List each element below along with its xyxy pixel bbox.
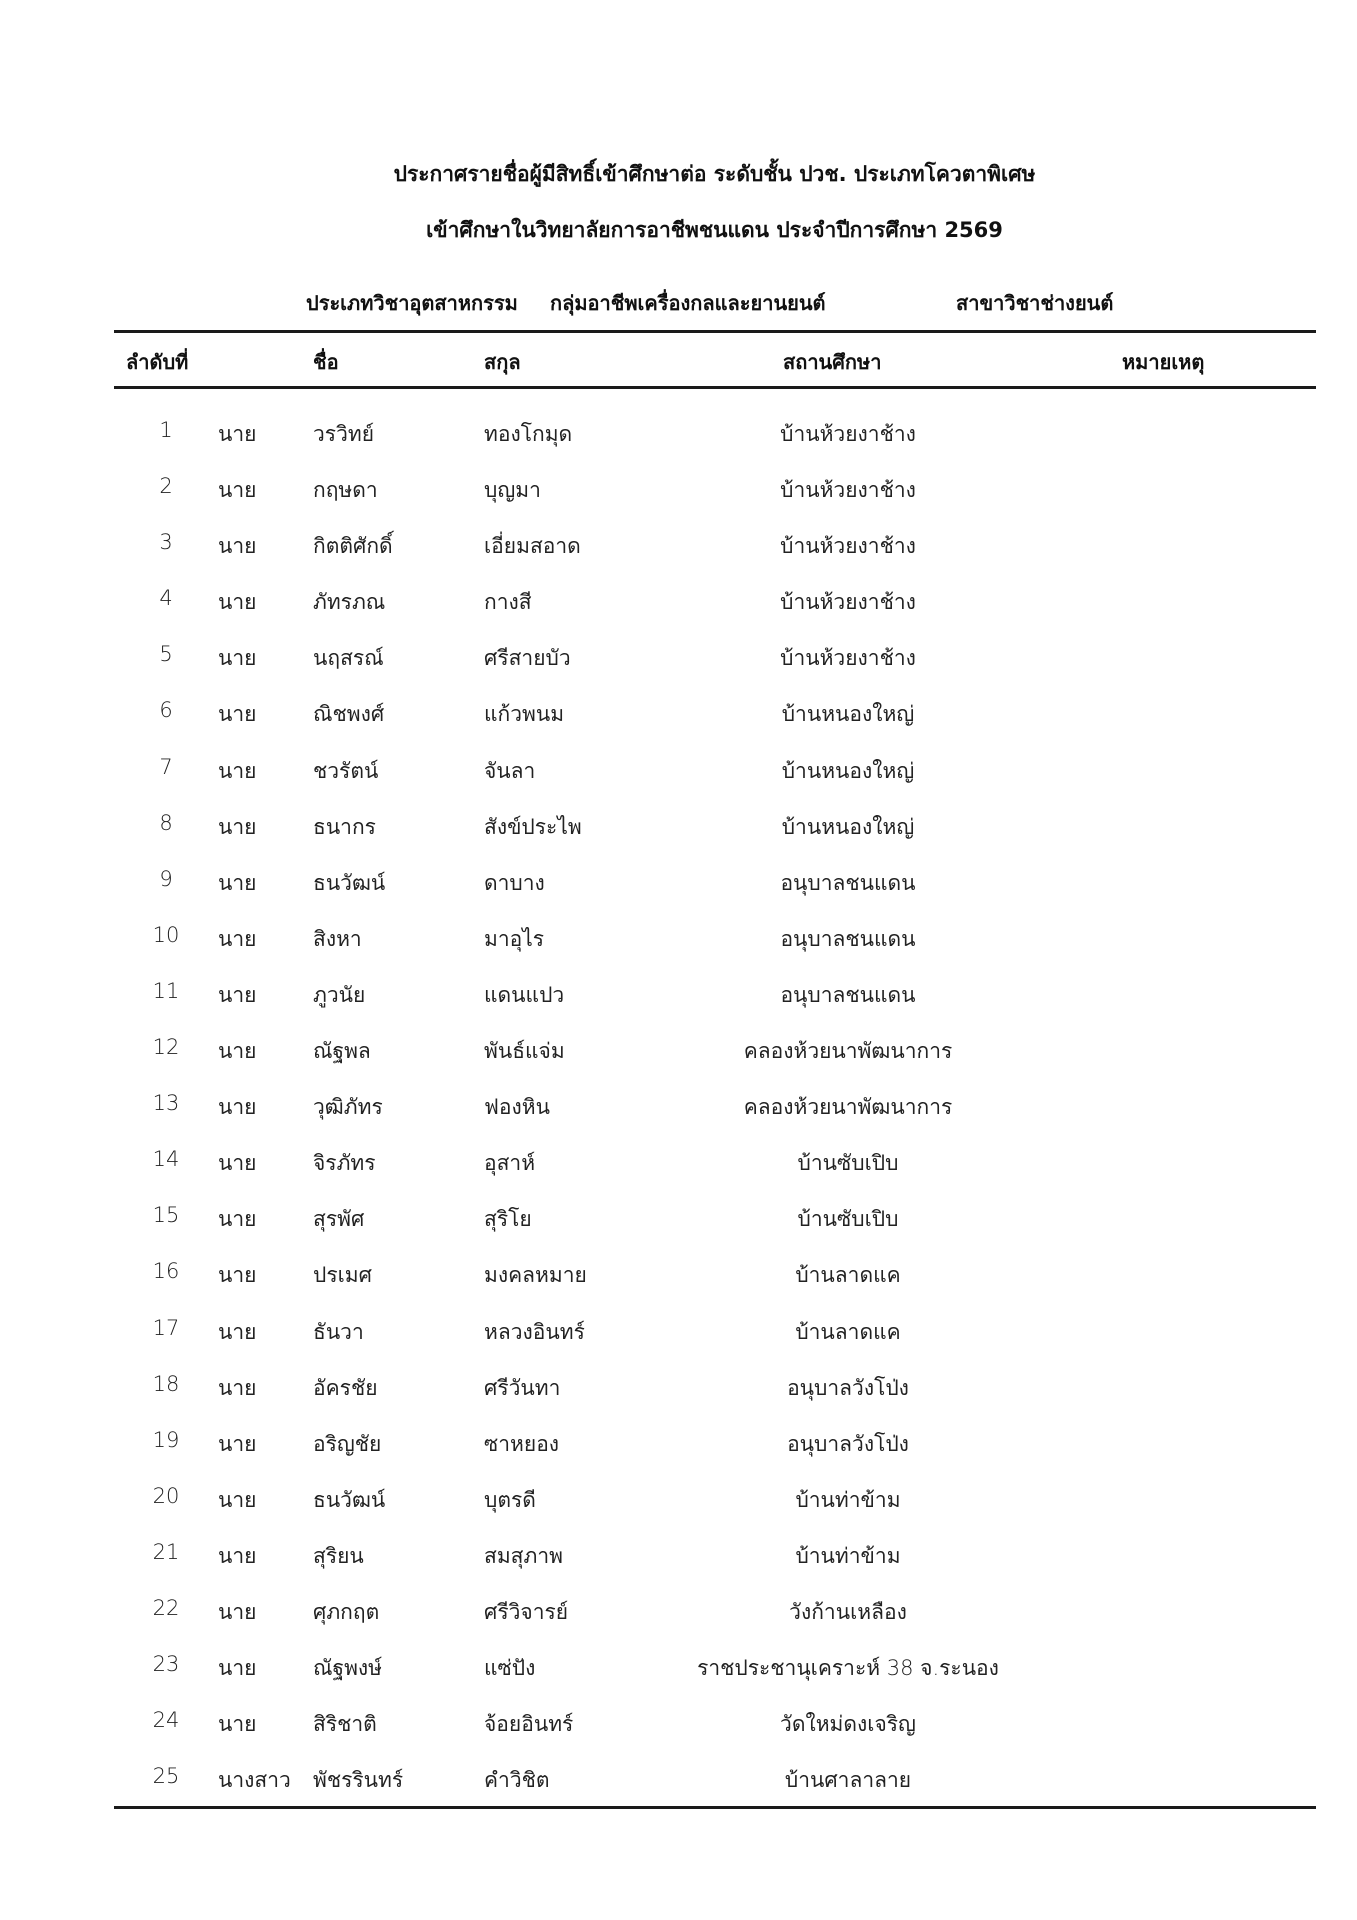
last-name: ฟองหิน bbox=[484, 1095, 550, 1120]
school-name: บ้านหนองใหญ่ bbox=[781, 814, 915, 839]
last-name: ศรีสายบัว bbox=[484, 646, 571, 671]
program-category: ประเภทวิชาอุตสาหกรรม bbox=[306, 291, 518, 315]
last-name: มาอุไร bbox=[484, 926, 545, 951]
table-row bbox=[0, 694, 1357, 750]
first-name: ณัฐพล bbox=[313, 1039, 371, 1064]
school-name: วัดใหม่ดงเจริญ bbox=[780, 1712, 916, 1737]
header-last-name: สกุล bbox=[484, 350, 521, 374]
last-name: เอี่ยมสอาด bbox=[484, 534, 581, 559]
program-group: กลุ่มอาชีพเครื่องกลและยานยนต์ bbox=[550, 291, 826, 315]
last-name: กางสี bbox=[484, 590, 532, 615]
school-name: บ้านศาลาลาย bbox=[784, 1768, 912, 1793]
header-school: สถานศึกษา bbox=[783, 350, 882, 374]
row-number: 17 bbox=[152, 1315, 180, 1340]
row-number: 18 bbox=[152, 1371, 180, 1396]
last-name: คำวิชิต bbox=[484, 1768, 550, 1793]
table-row bbox=[0, 1199, 1357, 1255]
header-no: ลำดับที่ bbox=[126, 350, 189, 374]
name-prefix: นาย bbox=[218, 1319, 257, 1344]
last-name: จันลา bbox=[484, 758, 536, 783]
row-number: 21 bbox=[152, 1539, 180, 1564]
school-name: บ้านห้วยงาช้าง bbox=[780, 590, 916, 615]
table-row bbox=[0, 863, 1357, 919]
table-row bbox=[0, 1312, 1357, 1368]
row-number: 14 bbox=[152, 1147, 180, 1172]
table-row bbox=[0, 1424, 1357, 1480]
school-name: บ้านห้วยงาช้าง bbox=[780, 534, 916, 559]
first-name: สุรพัศ bbox=[313, 1207, 365, 1232]
table-row bbox=[0, 1087, 1357, 1143]
name-prefix: นาย bbox=[218, 1207, 257, 1232]
table-row bbox=[0, 1255, 1357, 1311]
row-number: 1 bbox=[159, 418, 173, 442]
name-prefix: นาย bbox=[218, 1487, 257, 1512]
table-row bbox=[0, 751, 1357, 807]
school-name: บ้านหนองใหญ่ bbox=[781, 758, 915, 783]
header-note: หมายเหตุ bbox=[1122, 350, 1205, 374]
table-row bbox=[0, 1592, 1357, 1648]
last-name: บุญมา bbox=[484, 478, 541, 503]
row-number: 22 bbox=[152, 1595, 180, 1620]
school-name: คลองห้วยนาพัฒนาการ bbox=[743, 1039, 953, 1064]
row-number: 13 bbox=[152, 1091, 180, 1116]
school-name: อนุบาลชนแดน bbox=[780, 870, 916, 895]
program-field: สาขาวิชาช่างยนต์ bbox=[956, 291, 1114, 315]
table-header-rule bbox=[114, 386, 1316, 389]
last-name: แซ่ปัง bbox=[484, 1656, 536, 1681]
row-number: 3 bbox=[159, 530, 173, 555]
first-name: กฤษดา bbox=[313, 478, 378, 503]
school-name: ราชประชานุเคราะห์ 38 จ.ระนอง bbox=[697, 1656, 999, 1681]
name-prefix: นาย bbox=[218, 646, 257, 671]
first-name: ชวรัตน์ bbox=[313, 758, 379, 783]
first-name: ณิชพงศ์ bbox=[313, 702, 385, 727]
name-prefix: นาย bbox=[218, 758, 257, 783]
name-prefix: นาย bbox=[218, 982, 257, 1007]
row-number: 23 bbox=[152, 1652, 180, 1677]
row-number: 9 bbox=[159, 866, 173, 891]
name-prefix: นาย bbox=[218, 870, 257, 895]
row-number: 19 bbox=[152, 1427, 180, 1452]
last-name: มงคลหมาย bbox=[484, 1263, 587, 1288]
table-bottom-rule bbox=[114, 1806, 1316, 1809]
table-row bbox=[0, 470, 1357, 526]
school-name: วังก้านเหลือง bbox=[789, 1599, 907, 1624]
first-name: ศุภกฤต bbox=[313, 1599, 380, 1624]
last-name: สมสุภาพ bbox=[484, 1543, 563, 1568]
name-prefix: นาย bbox=[218, 926, 257, 951]
row-number: 11 bbox=[152, 978, 180, 1003]
last-name: สุริโย bbox=[484, 1207, 532, 1232]
row-number: 7 bbox=[159, 754, 173, 779]
document-subtitle: เข้าศึกษาในวิทยาลัยการอาชีพชนแดน ประจำปีการศึกษา 2569 bbox=[426, 218, 1003, 242]
name-prefix: นาย bbox=[218, 1656, 257, 1681]
last-name: ทองโกมุด bbox=[484, 422, 573, 446]
name-prefix: นาย bbox=[218, 1375, 257, 1400]
last-name: จ้อยอินทร์ bbox=[484, 1712, 574, 1737]
name-prefix: นาย bbox=[218, 534, 257, 559]
school-name: บ้านหนองใหญ่ bbox=[781, 702, 915, 727]
table-row bbox=[0, 1368, 1357, 1424]
table-row bbox=[0, 919, 1357, 975]
program-heading bbox=[306, 287, 1113, 319]
table-top-rule bbox=[114, 330, 1316, 333]
last-name: แก้วพนม bbox=[484, 702, 565, 727]
name-prefix: นาย bbox=[218, 1431, 257, 1456]
first-name: อัครชัย bbox=[313, 1375, 378, 1400]
school-name: บ้านซับเปิบ bbox=[797, 1151, 899, 1176]
name-prefix: นาย bbox=[218, 702, 257, 727]
table-row bbox=[0, 1143, 1357, 1199]
school-name: อนุบาลชนแดน bbox=[780, 982, 916, 1007]
name-prefix: นาย bbox=[218, 1151, 257, 1176]
table-row bbox=[0, 807, 1357, 863]
table-row bbox=[0, 1536, 1357, 1592]
row-number: 25 bbox=[152, 1764, 180, 1789]
last-name: พันธ์แจ่ม bbox=[484, 1039, 565, 1064]
first-name: ณัฐพงษ์ bbox=[313, 1656, 383, 1681]
last-name: ศรีวิจารย์ bbox=[484, 1599, 569, 1624]
last-name: ดาบาง bbox=[484, 870, 545, 895]
row-number: 4 bbox=[159, 586, 173, 611]
school-name: บ้านห้วยงาช้าง bbox=[780, 422, 916, 446]
row-number: 6 bbox=[159, 698, 173, 723]
school-name: บ้านท่าข้าม bbox=[795, 1543, 901, 1568]
name-prefix: นาย bbox=[218, 1263, 257, 1288]
row-number: 5 bbox=[159, 642, 173, 667]
row-number: 20 bbox=[152, 1483, 180, 1508]
first-name: นฤสรณ์ bbox=[313, 646, 384, 671]
name-prefix: นาย bbox=[218, 422, 257, 446]
last-name: บุตรดี bbox=[484, 1487, 536, 1512]
row-number: 16 bbox=[152, 1259, 180, 1284]
first-name: วุฒิภัทร bbox=[313, 1095, 383, 1120]
row-number: 12 bbox=[152, 1035, 180, 1060]
first-name: กิตติศักดิ์ bbox=[313, 534, 393, 559]
first-name: ธันวา bbox=[313, 1319, 364, 1344]
last-name: ศรีวันทา bbox=[484, 1375, 561, 1400]
name-prefix: นาย bbox=[218, 1039, 257, 1064]
first-name: จิรภัทร bbox=[313, 1151, 376, 1176]
first-name: อริญชัย bbox=[313, 1431, 382, 1456]
first-name: ธนากร bbox=[313, 814, 376, 839]
first-name: ภูวนัย bbox=[313, 982, 366, 1007]
name-prefix: นาย bbox=[218, 1712, 257, 1737]
table-row bbox=[0, 582, 1357, 638]
name-prefix: นาย bbox=[218, 814, 257, 839]
last-name: อุสาห์ bbox=[484, 1151, 536, 1176]
row-number: 8 bbox=[159, 810, 173, 835]
school-name: อนุบาลวังโป่ง bbox=[787, 1375, 909, 1400]
school-name: อนุบาลชนแดน bbox=[780, 926, 916, 951]
school-name: บ้านห้วยงาช้าง bbox=[780, 646, 916, 671]
table-row bbox=[0, 1648, 1357, 1704]
name-prefix: นางสาว bbox=[218, 1768, 291, 1793]
row-number: 15 bbox=[152, 1203, 180, 1228]
school-name: คลองห้วยนาพัฒนาการ bbox=[743, 1095, 953, 1120]
header-first-name: ชื่อ bbox=[313, 350, 339, 374]
row-number: 24 bbox=[152, 1708, 180, 1733]
table-row bbox=[0, 526, 1357, 582]
table-row bbox=[0, 1031, 1357, 1087]
name-prefix: นาย bbox=[218, 590, 257, 615]
name-prefix: นาย bbox=[218, 1095, 257, 1120]
last-name: แดนแปว bbox=[484, 982, 565, 1007]
school-name: บ้านท่าข้าม bbox=[795, 1487, 901, 1512]
table-row bbox=[0, 975, 1357, 1031]
name-prefix: นาย bbox=[218, 1543, 257, 1568]
name-prefix: นาย bbox=[218, 478, 257, 503]
table-row bbox=[0, 414, 1357, 470]
first-name: สุริยน bbox=[313, 1543, 364, 1568]
school-name: บ้านห้วยงาช้าง bbox=[780, 478, 916, 503]
document-title: ประกาศรายชื่อผู้มีสิทธิ์เข้าศึกษาต่อ ระดับชั้น ปวช. ประเภทโควตาพิเศษ bbox=[393, 162, 1036, 186]
last-name: ซาหยอง bbox=[484, 1431, 560, 1456]
last-name: สังข์ประไพ bbox=[484, 814, 582, 839]
first-name: พัชรรินทร์ bbox=[313, 1768, 404, 1793]
first-name: วรวิทย์ bbox=[313, 422, 375, 446]
row-number: 2 bbox=[159, 474, 173, 499]
row-number: 10 bbox=[152, 922, 180, 947]
table-row bbox=[0, 638, 1357, 694]
school-name: อนุบาลวังโป่ง bbox=[787, 1431, 909, 1456]
first-name: สิงหา bbox=[313, 926, 362, 951]
school-name: บ้านลาดแค bbox=[795, 1319, 901, 1344]
student-table-body bbox=[0, 414, 1357, 1816]
table-row bbox=[0, 1480, 1357, 1536]
first-name: ธนวัฒน์ bbox=[313, 1487, 386, 1512]
school-name: บ้านลาดแค bbox=[795, 1263, 901, 1288]
first-name: สิริชาติ bbox=[313, 1712, 377, 1737]
table-row bbox=[0, 1704, 1357, 1760]
first-name: ธนวัฒน์ bbox=[313, 870, 386, 895]
last-name: หลวงอินทร์ bbox=[484, 1319, 585, 1344]
name-prefix: นาย bbox=[218, 1599, 257, 1624]
first-name: ภัทรภณ bbox=[313, 590, 386, 615]
school-name: บ้านซับเปิบ bbox=[797, 1207, 899, 1232]
first-name: ปรเมศ bbox=[313, 1263, 372, 1288]
